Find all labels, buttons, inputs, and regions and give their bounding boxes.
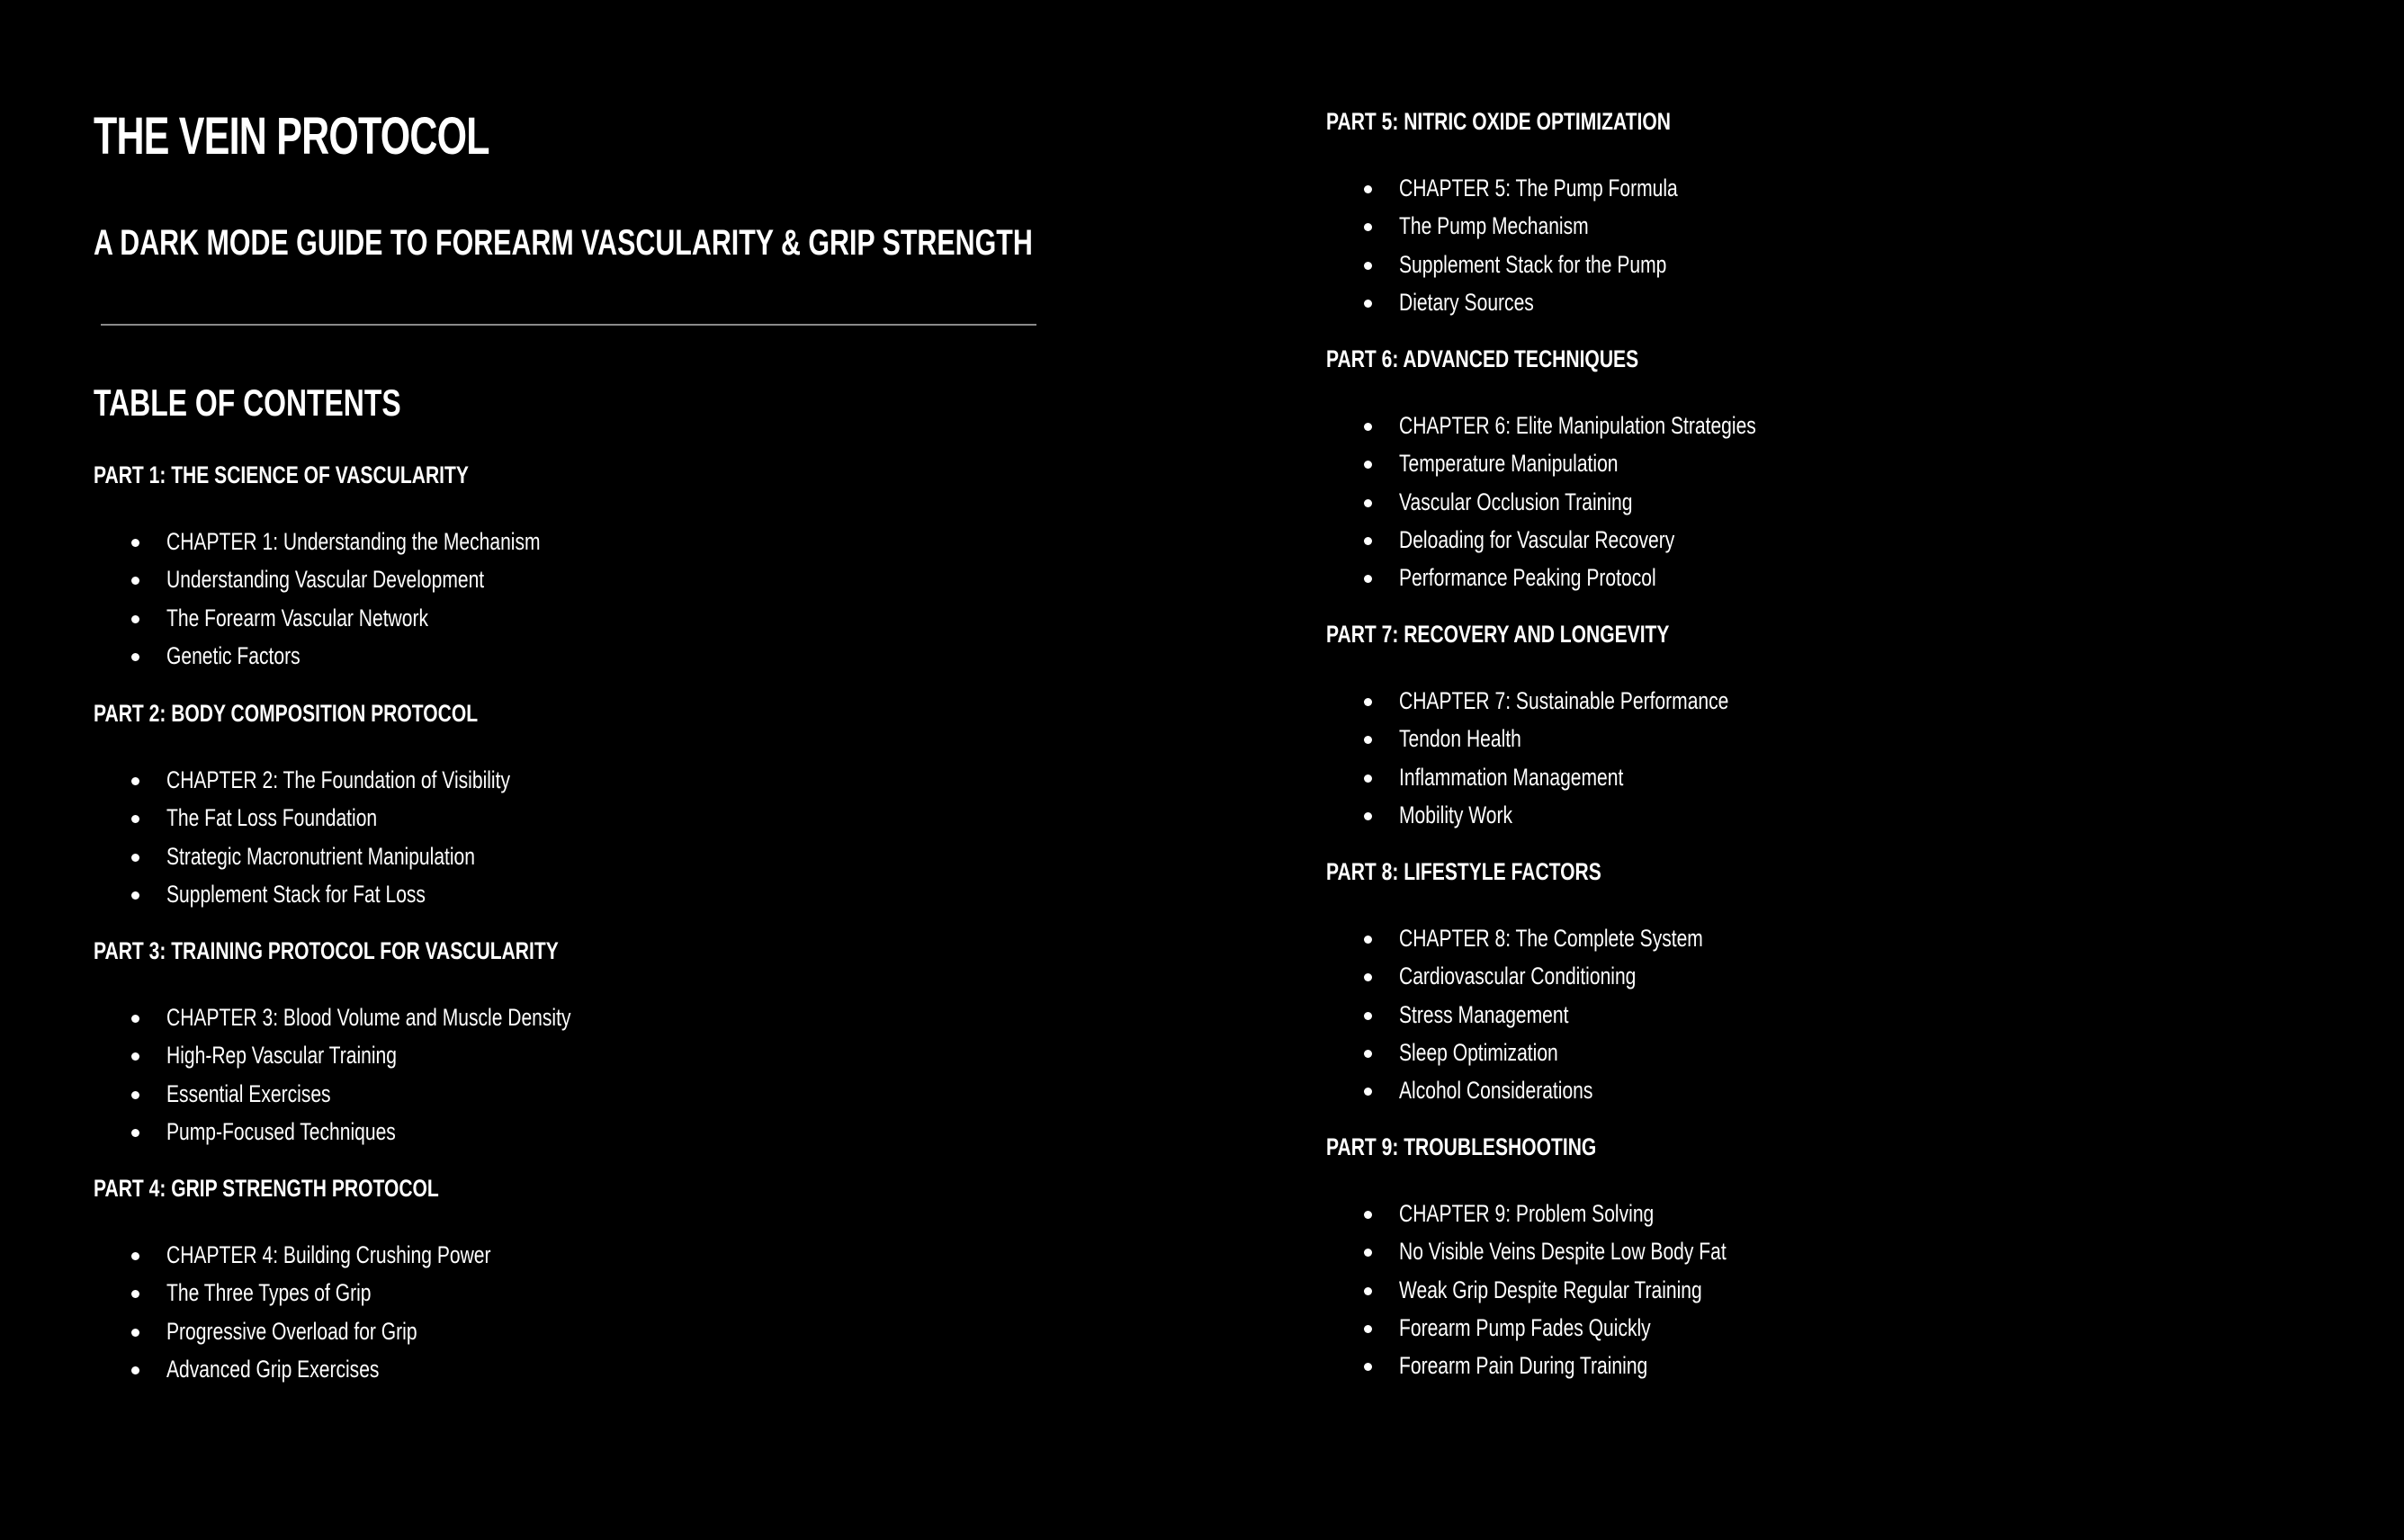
item-label: Cardiovascular Conditioning (1399, 962, 1637, 990)
list-item[interactable] (1326, 1347, 1673, 1384)
bullet-icon (1364, 537, 1372, 545)
chapter-list (1326, 1195, 1727, 1384)
toc-part-6 (1326, 345, 1756, 596)
bullet-icon (131, 577, 139, 585)
bullet-icon (131, 1366, 139, 1374)
toc-part-5 (1326, 107, 1768, 321)
toc-part-8 (1326, 857, 1703, 1109)
part-title: PART 1: THE SCIENCE OF VASCULARITY (94, 461, 469, 488)
bullet-icon (1364, 812, 1372, 820)
list-item[interactable] (94, 1274, 536, 1312)
item-label: CHAPTER 1: Understanding the Mechanism (166, 528, 541, 555)
document-title: THE VEIN PROTOCOL (94, 107, 489, 166)
item-label: Supplement Stack for the Pump (1399, 250, 1667, 278)
part-title: PART 2: BODY COMPOSITION PROTOCOL (94, 700, 479, 727)
list-item[interactable] (1326, 1071, 1679, 1109)
item-label: Dietary Sources (1399, 288, 1534, 316)
item-label: Forearm Pain During Training (1399, 1352, 1648, 1380)
bullet-icon (1364, 423, 1372, 431)
item-label: Strategic Macronutrient Manipulation (166, 842, 475, 870)
list-item[interactable] (94, 998, 690, 1036)
toc-part-9 (1326, 1133, 1727, 1384)
list-item[interactable] (1326, 1309, 1673, 1347)
bullet-icon (131, 1052, 139, 1061)
item-label: CHAPTER 7: Sustainable Performance (1399, 687, 1729, 714)
item-label: Temperature Manipulation (1399, 450, 1619, 478)
item-label: CHAPTER 3: Blood Volume and Muscle Density (166, 1004, 571, 1031)
list-item[interactable] (1326, 521, 1727, 559)
bullet-icon (1364, 1211, 1372, 1219)
bullet-icon (1364, 300, 1372, 308)
list-item[interactable] (94, 560, 575, 598)
item-label: Understanding Vascular Development (166, 566, 485, 594)
list-item[interactable] (1326, 682, 1766, 720)
item-label: Genetic Factors (166, 641, 300, 669)
item-label: CHAPTER 4: Building Crushing Power (166, 1241, 491, 1268)
item-label: Advanced Grip Exercises (166, 1355, 380, 1383)
item-label: No Visible Veins Despite Low Body Fat (1399, 1238, 1727, 1266)
bullet-icon (131, 891, 139, 900)
item-label: The Fat Loss Foundation (166, 804, 378, 832)
list-item[interactable] (94, 1075, 690, 1113)
item-label: Stress Management (1399, 1000, 1569, 1028)
document-subtitle: A DARK MODE GUIDE TO FOREARM VASCULARITY & GRIP STRENGTH (94, 223, 1033, 263)
bullet-icon (1364, 1088, 1372, 1096)
toc-part-1 (94, 461, 575, 675)
item-label: Weak Grip Despite Regular Training (1399, 1276, 1702, 1303)
item-label: Essential Exercises (166, 1079, 331, 1107)
bullet-icon (1364, 1363, 1372, 1371)
bullet-icon (131, 1091, 139, 1099)
bullet-icon (131, 1290, 139, 1298)
list-item[interactable] (1326, 407, 1756, 444)
item-label: Performance Peaking Protocol (1399, 564, 1656, 592)
list-item[interactable] (94, 799, 587, 837)
bullet-icon (1364, 1012, 1372, 1020)
bullet-icon (131, 1252, 139, 1260)
list-item[interactable] (1326, 720, 1766, 757)
list-item[interactable] (94, 1113, 690, 1151)
item-label: Supplement Stack for Fat Loss (166, 880, 426, 908)
bullet-icon (131, 539, 139, 547)
bullet-icon (1364, 262, 1372, 270)
part-title: PART 8: LIFESTYLE FACTORS (1326, 858, 1601, 885)
list-item[interactable] (94, 1236, 536, 1274)
list-item[interactable] (1326, 1271, 1702, 1309)
bullet-icon (131, 615, 139, 623)
item-label: CHAPTER 9: Problem Solving (1399, 1200, 1655, 1227)
bullet-icon (1364, 1050, 1372, 1058)
bullet-icon (1364, 1287, 1372, 1295)
list-item[interactable] (1326, 996, 1679, 1034)
bullet-icon (1364, 1249, 1372, 1257)
list-item[interactable] (1326, 444, 1727, 482)
bullet-icon (1364, 185, 1372, 193)
toc-part-7 (1326, 620, 1766, 834)
list-item[interactable] (94, 637, 575, 675)
item-label: Tendon Health (1399, 725, 1521, 753)
bullet-icon (1364, 461, 1372, 469)
bullet-icon (1364, 698, 1372, 706)
list-item[interactable] (1326, 207, 1768, 245)
part-title: PART 7: RECOVERY AND LONGEVITY (1326, 621, 1670, 648)
item-label: CHAPTER 2: The Foundation of Visibility (166, 766, 510, 793)
bullet-icon (1364, 1325, 1372, 1333)
bullet-icon (131, 815, 139, 823)
list-item[interactable] (94, 1350, 536, 1388)
toc-part-3 (94, 936, 690, 1151)
list-item[interactable] (1326, 283, 1768, 321)
chapter-list (1326, 407, 1756, 596)
chapter-list (94, 523, 575, 675)
item-label: CHAPTER 6: Elite Manipulation Strategies (1399, 412, 1756, 439)
bullet-icon (1364, 499, 1372, 507)
bullet-icon (1364, 736, 1372, 744)
part-title: PART 9: TROUBLESHOOTING (1326, 1133, 1597, 1160)
list-item[interactable] (1326, 758, 1766, 796)
bullet-icon (131, 854, 139, 862)
item-label: Inflammation Management (1399, 763, 1624, 791)
chapter-list (1326, 919, 1703, 1109)
list-item[interactable] (94, 523, 575, 560)
item-label: Mobility Work (1399, 801, 1512, 828)
bullet-icon (131, 653, 139, 661)
bullet-icon (1364, 223, 1372, 231)
item-label: Pump-Focused Techniques (166, 1117, 396, 1145)
item-label: Sleep Optimization (1399, 1038, 1558, 1066)
bullet-icon (131, 777, 139, 785)
bullet-icon (1364, 774, 1372, 783)
list-item[interactable] (94, 1036, 690, 1074)
list-item[interactable] (1326, 1232, 1727, 1270)
list-item[interactable] (94, 837, 587, 875)
part-title: PART 6: ADVANCED TECHNIQUES (1326, 345, 1639, 372)
bullet-icon (1364, 936, 1372, 944)
part-title: PART 4: GRIP STRENGTH PROTOCOL (94, 1175, 439, 1202)
list-item[interactable] (1326, 169, 1768, 207)
list-item[interactable] (1326, 483, 1727, 521)
toc-part-4 (94, 1174, 536, 1388)
item-label: The Forearm Vascular Network (166, 604, 429, 631)
list-item[interactable] (1326, 246, 1768, 283)
part-title: PART 3: TRAINING PROTOCOL FOR VASCULARITY (94, 937, 559, 964)
bullet-icon (131, 1129, 139, 1137)
item-label: The Three Types of Grip (166, 1279, 372, 1307)
item-label: Forearm Pump Fades Quickly (1399, 1313, 1651, 1341)
bullet-icon (1364, 973, 1372, 981)
list-item[interactable] (1326, 559, 1727, 596)
bullet-icon (1364, 575, 1372, 583)
list-item[interactable] (1326, 957, 1679, 995)
chapter-list (94, 1236, 536, 1388)
item-label: Alcohol Considerations (1399, 1077, 1593, 1105)
list-item[interactable] (1326, 1195, 1673, 1232)
part-title: PART 5: NITRIC OXIDE OPTIMIZATION (1326, 108, 1671, 135)
bullet-icon (131, 1015, 139, 1023)
list-item[interactable] (94, 599, 575, 637)
item-label: CHAPTER 8: The Complete System (1399, 925, 1703, 952)
chapter-list (1326, 682, 1766, 834)
list-item[interactable] (94, 761, 587, 799)
list-item[interactable] (1326, 796, 1766, 834)
toc-part-2 (94, 699, 587, 913)
list-item[interactable] (1326, 1034, 1679, 1071)
chapter-list (94, 998, 690, 1151)
item-label: Vascular Occlusion Training (1399, 488, 1633, 515)
item-label: CHAPTER 5: The Pump Formula (1399, 175, 1678, 201)
chapter-list (94, 761, 587, 913)
chapter-list (1326, 169, 1768, 321)
list-item[interactable] (94, 1312, 536, 1350)
toc-heading: TABLE OF CONTENTS (94, 381, 401, 424)
list-item[interactable] (1326, 919, 1703, 957)
item-label: High-Rep Vascular Training (166, 1042, 397, 1070)
item-label: The Pump Mechanism (1399, 212, 1589, 240)
bullet-icon (131, 1329, 139, 1337)
item-label: Deloading for Vascular Recovery (1399, 525, 1675, 553)
divider (101, 324, 1036, 326)
list-item[interactable] (94, 875, 587, 913)
item-label: Progressive Overload for Grip (166, 1317, 417, 1345)
